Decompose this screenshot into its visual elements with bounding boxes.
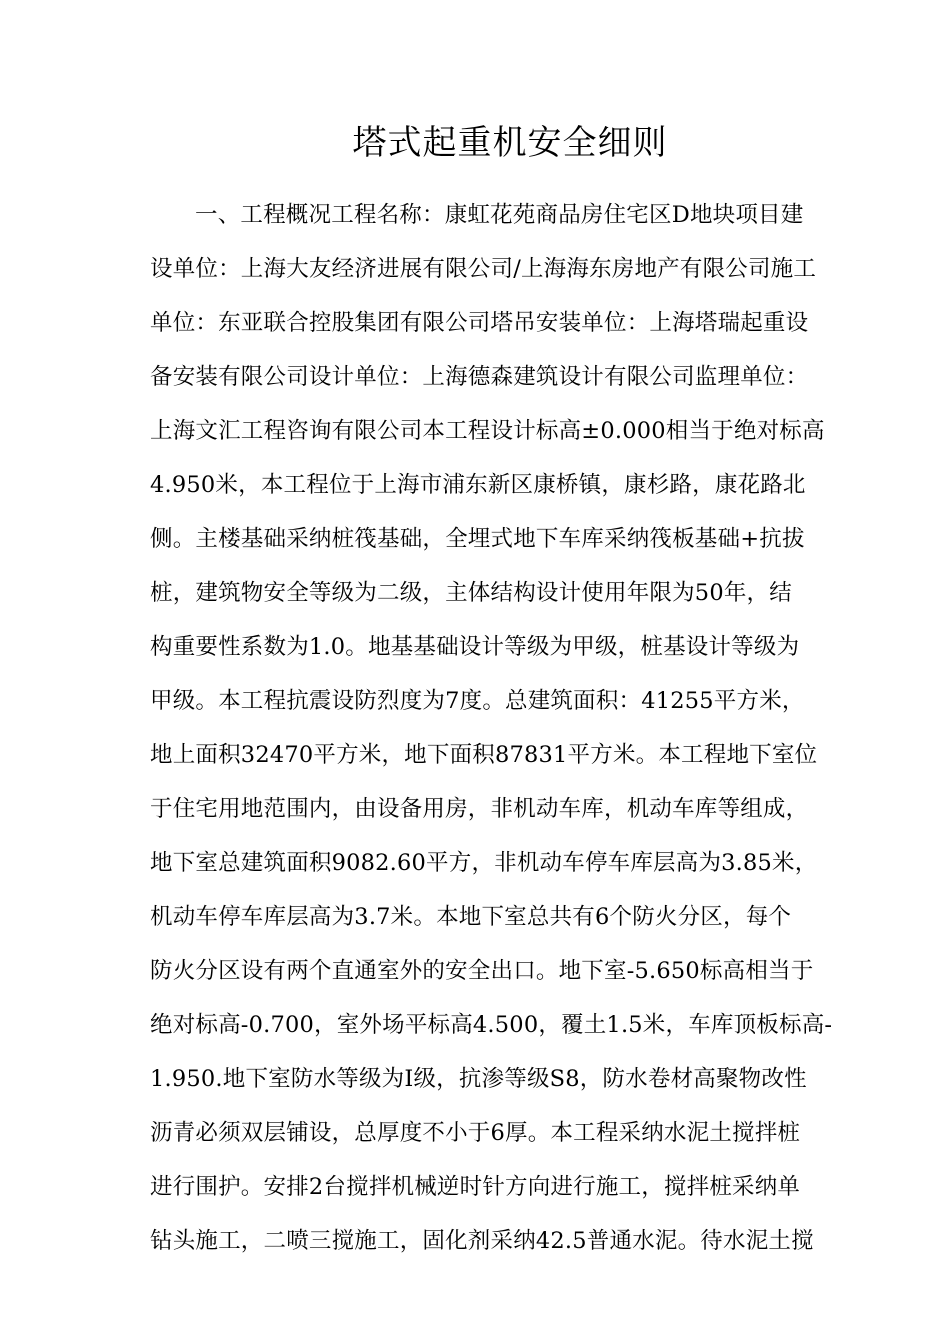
- text-line: 绝对标高-0.700，室外场平标高4.500，覆土1.5米，车库顶板标高-: [150, 1012, 833, 1038]
- text-line: 备安装有限公司设计单位：上海德森建筑设计有限公司监理单位：: [150, 364, 809, 390]
- text-line: 于住宅用地范围内，由设备用房，非机动车库，机动车库等组成，: [150, 796, 809, 822]
- text-line: 构重要性系数为1.0。地基基础设计等级为甲级，桩基设计等级为: [150, 634, 800, 660]
- text-line: 进行围护。安排2台搅拌机械逆时针方向进行施工，搅拌桩采纳单: [150, 1174, 801, 1200]
- text-line: 钻头施工，二喷三搅施工，固化剂采纳42.5普通水泥。待水泥土搅: [150, 1228, 814, 1254]
- text-line: 设单位：上海大友经济进展有限公司/上海海东房地产有限公司施工: [150, 256, 817, 282]
- text-line: 上海文汇工程咨询有限公司本工程设计标高±0.000相当于绝对标高: [150, 418, 825, 444]
- text-line: 沥青必须双层铺设，总厚度不小于6厚。本工程采纳水泥土搅拌桩: [150, 1120, 801, 1146]
- text-line: 单位：东亚联合控股集团有限公司塔吊安装单位：上海塔瑞起重设: [150, 310, 809, 336]
- text-line: 1.950.地下室防水等级为Ⅰ级，抗渗等级S8，防水卷材高聚物改性: [150, 1066, 807, 1092]
- text-line: 桩，建筑物安全等级为二级，主体结构设计使用年限为50年，结: [150, 580, 792, 606]
- text-line: 甲级。本工程抗震设防烈度为7度。总建筑面积：41255平方米，: [150, 688, 805, 714]
- text-line: 侧。主楼基础采纳桩筏基础，全埋式地下车库采纳筏板基础+抗拔: [150, 526, 805, 552]
- text-line: 一、工程概况工程名称：康虹花苑商品房住宅区D地块项目建: [195, 202, 804, 228]
- text-line: 4.950米，本工程位于上海市浦东新区康桥镇，康杉路，康花路北: [150, 472, 806, 498]
- document-title: 塔式起重机安全细则: [352, 123, 668, 163]
- body-paragraph: [150, 196, 833, 1276]
- text-line: 地下室总建筑面积9082.60平方，非机动车停车库层高为3.85米，: [150, 850, 818, 876]
- text-line: 机动车停车库层高为3.7米。本地下室总共有6个防火分区，每个: [150, 904, 792, 930]
- text-line: 防火分区设有两个直通室外的安全出口。地下室-5.650标高相当于: [150, 958, 814, 984]
- text-line: 地上面积32470平方米，地下面积87831平方米。本工程地下室位: [150, 742, 818, 768]
